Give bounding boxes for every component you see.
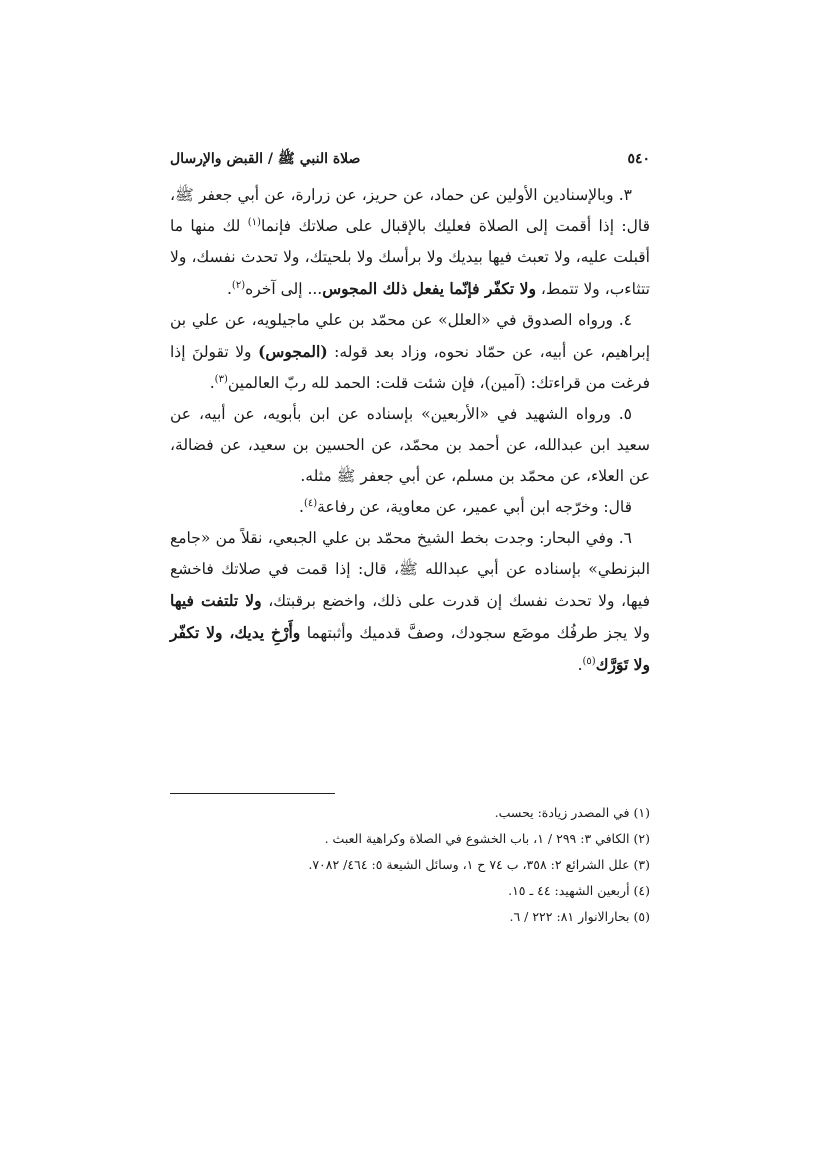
text-run: ولا يجز طرفُك موضَع سجودك، وصفَّ قدميك وأثبتهما: [300, 624, 650, 642]
text-run: ولا تقولنَ إذا فرغت من قراءتك: (آمين)، فإن شئت قلت: الحمد لله ربّ العالمين: [170, 343, 650, 392]
text-run: .: [209, 374, 215, 392]
footnote: (٥) بحارالانوار ٨١: ٢٢٢ / ٦.: [509, 909, 650, 924]
footnote-marker: (٢): [231, 279, 246, 291]
text-run: .: [577, 656, 583, 674]
running-header: [170, 150, 650, 180]
footnote-marker: (٤): [303, 497, 318, 509]
footnotes: [170, 800, 650, 930]
text-run: ٦. وفي البحار: وجدت بخط الشيخ محمّد بن علي الجبعي، نقلاً من «جامع البزنطي» بإسناده عن أبي عبدالله ﷺ، قال: إذا قمت في صلاتك فاخشع فيها، ولا تحدث نفسك إن قدرت على ذلك، واخضع برقبتك،: [170, 529, 650, 610]
bold-text: (المجوس): [258, 342, 328, 361]
paragraph: [170, 180, 650, 305]
footnote: (٣) علل الشرائع ٢: ٣٥٨، ب ٧٤ ح ١، وسائل الشيعة ٥: ٤٦٤/ ٧٠٨٢.: [308, 857, 650, 872]
page-number: ٥٤٠: [627, 151, 650, 167]
bold-text: ولا تكفّر فإنّما يفعل ذلك المجوس: [322, 279, 536, 298]
footnote: (٢) الكافي ٣: ٢٩٩ / ١، باب الخشوع في الصلاة وكراهية العبث .: [324, 831, 650, 846]
footnote: (١) في المصدر زيادة: يحسب.: [494, 805, 650, 820]
running-title: صلاة النبي ﷺ / القبض والإرسال: [170, 151, 361, 167]
text-run: ٥. ورواه الشهيد في «الأربعين» بإسناده عن ابن بأبويه، عن أبيه، عن سعيد ابن عبدالله، عن أحمد بن محمّد، عن الحسين بن سعيد، عن فضالة، عن العلاء، عن محمّد بن مسلم، عن أبي جعفر ﷺ مثله.: [170, 405, 650, 485]
text-run: .: [226, 280, 232, 298]
text-run: .: [299, 498, 304, 516]
body-text: [170, 180, 650, 681]
paragraph: [170, 399, 650, 492]
text-run: قال: وخرّجه ابن أبي عمير، عن معاوية، عن رفاعة: [317, 498, 632, 516]
footnote-marker: (١): [247, 216, 261, 228]
footnote-separator: [170, 793, 335, 794]
text-run: ٣. وبالإسنادين الأولين عن حماد، عن حريز، عن زرارة، عن أبي جعفر ﷺ، قال: إذا أقمت إلى الصلاة فعليك بالإقبال على صلاتك فإنما: [170, 186, 650, 235]
text-run: ٤. ورواه الصدوق في «العلل» عن محمّد بن علي ماجيلويه، عن علي بن إبراهيم، عن أبيه، عن حمّاد نحوه، وزاد بعد قوله:: [170, 311, 650, 361]
paragraph: [170, 305, 650, 399]
text-run: لك منها ما أقبلت عليه، ولا تعبث فيها بيديك ولا برأسك ولا بلحيتك، ولا تحدث نفسك، ولا تتثاءب، ولا تتمط،: [170, 217, 650, 298]
paragraph: [170, 492, 650, 523]
footnote: (٤) أربعين الشهيد: ٤٤ ـ ١٥.: [508, 883, 650, 898]
bold-text: ولا تلتفت فيها: [170, 591, 262, 610]
footnote-marker: (٥): [582, 655, 596, 667]
footnote-marker: (٣): [214, 373, 228, 385]
text-run: ... إلى آخره: [245, 280, 323, 298]
page: [170, 150, 650, 681]
paragraph: [170, 523, 650, 681]
bold-text: وأَرْخِ يديك، ولا تكفّر ولا تَوَرَّك: [170, 623, 650, 674]
